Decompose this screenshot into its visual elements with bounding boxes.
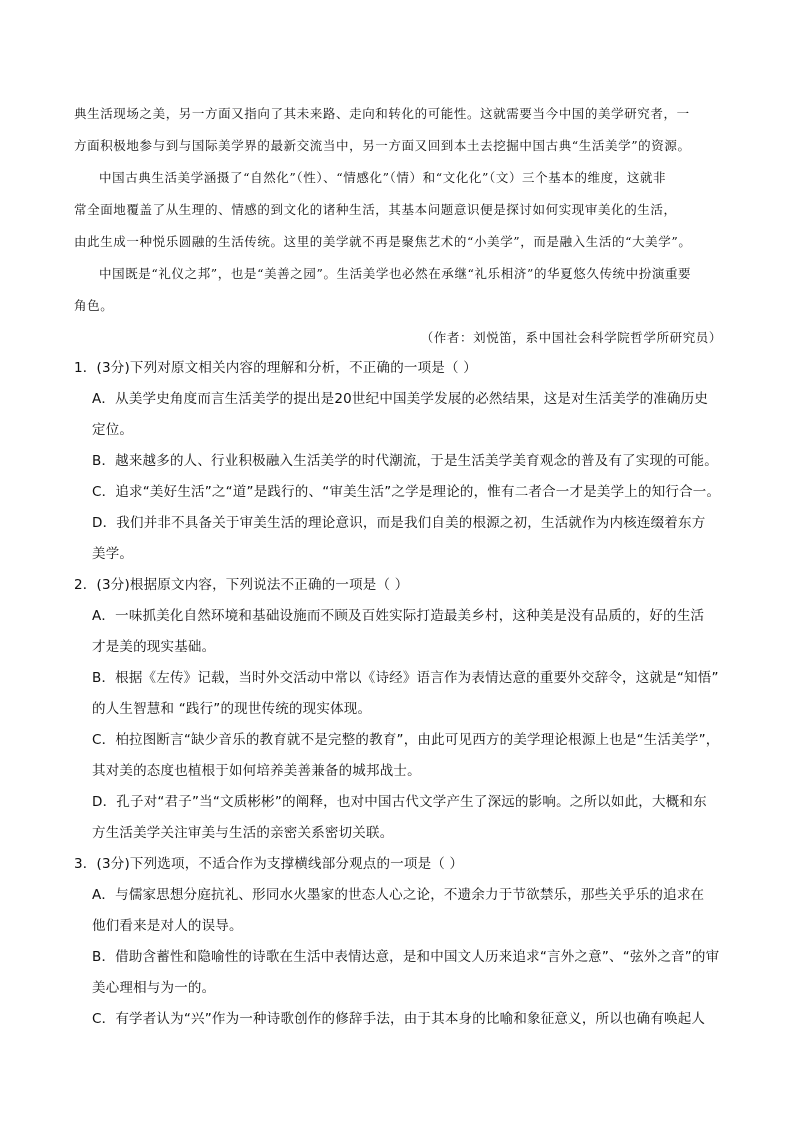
- question-stem: 1．(3分)下列对原文相关内容的理解和分析，不正确的一项是（ ）: [74, 360, 477, 376]
- option-text: 美学。: [92, 546, 134, 562]
- passage-line: 由此生成一种悦乐圆融的生活传统。这里的美学就不再是聚焦艺术的“小美学”，而是融入生活的“大美学”。: [74, 234, 692, 249]
- question-list: [74, 353, 722, 1035]
- passage-continued-paragraph: [74, 98, 722, 162]
- option-text: A．与儒家思想分庭抗礼、形同水火墨家的世态人心之论，不遗余力于节欲禁乐，那些关乎乐的追求在: [92, 887, 705, 903]
- option-text: B．越来越多的人、行业积极融入生活美学的时代潮流，于是生活美学美育观念的普及有了实现的可能。: [92, 453, 718, 469]
- question-1: [74, 353, 722, 570]
- author-byline: （作者：刘悦笛，系中国社会科学院哲学所研究员）: [420, 330, 722, 345]
- option-text: D．我们并非不具备关于审美生活的理论意识，而是我们自美的根源之初，生活就作为内核连缀着东方: [92, 515, 706, 531]
- option-a[interactable]: [74, 601, 722, 663]
- option-text: 其对美的态度也植根于如何培养美善兼备的城邦战士。: [92, 763, 421, 779]
- option-text: C．有学者认为“兴”作为一种诗歌创作的修辞手法，由于其本身的比喻和象征意义，所以也确有唤起人: [92, 1011, 706, 1027]
- option-a[interactable]: [74, 880, 722, 942]
- passage-paragraph: [74, 258, 722, 322]
- option-text: B．借助含蓄性和隐喻性的诗歌在生活中表情达意，是和中国文人历来追求“言外之意”、“弦外之音”的审: [92, 949, 720, 965]
- passage-paragraph: [74, 162, 722, 258]
- option-text: 定位。: [92, 422, 134, 438]
- passage-line: 常全面地覆盖了从生理的、情感的到文化的诸种生活，其基本问题意识便是探讨如何实现审美化的生活，: [74, 202, 677, 217]
- option-text: 他们看来是对人的误导。: [92, 918, 243, 934]
- option-d[interactable]: [74, 787, 722, 849]
- option-c[interactable]: [74, 1004, 722, 1035]
- passage-line: 典生活现场之美，另一方面又指向了其未来路、走向和转化的可能性。这就需要当今中国的美学研究者，一: [74, 106, 690, 121]
- option-text: A．一味抓美化自然环境和基础设施而不顾及百姓实际打造最美乡村，这种美是没有品质的，好的生活: [92, 608, 705, 624]
- option-b[interactable]: [74, 942, 722, 1004]
- option-text: A．从美学史角度而言生活美学的提出是20世纪中国美学发展的必然结果，这是对生活美学的准确历史: [92, 391, 709, 407]
- passage-line: 方面积极地参与到与国际美学界的最新交流当中，另一方面又回到本土去挖掘中国古典“生活美学”的资源。: [74, 138, 691, 153]
- passage-line: 中国古典生活美学涵摄了“自然化”（性）、“情感化”（情）和“文化化”（文）三个基本的维度，这就非: [99, 170, 667, 185]
- question-stem: 3．(3分)下列选项，不适合作为支撑横线部分观点的一项是（ ）: [74, 856, 464, 872]
- passage-line: 中国既是“礼仪之邦”，也是“美善之园”。生活美学也必然在承继“礼乐相济”的华夏悠久传统中扮演重要: [99, 266, 692, 281]
- option-text: 方生活美学关注审美与生活的亲密关系密切关联。: [92, 825, 394, 841]
- passage-line: 角色。: [74, 298, 114, 313]
- option-a[interactable]: [74, 384, 722, 446]
- question-stem: 2．(3分)根据原文内容，下列说法不正确的一项是（ ）: [74, 577, 409, 593]
- question-2: [74, 570, 722, 849]
- option-text: 才是美的现实基础。: [92, 639, 216, 655]
- option-text: C．追求“美好生活”之“道”是践行的、“审美生活”之学是理论的，惟有二者合一才是美学上的知行合一。: [92, 484, 721, 500]
- option-b[interactable]: [74, 663, 722, 725]
- question-3: [74, 849, 722, 1035]
- reading-passage: [74, 98, 722, 354]
- option-d[interactable]: [74, 508, 722, 570]
- option-text: B．根据《左传》记载，当时外交活动中常以《诗经》语言作为表情达意的重要外交辞令，这就是“知悟”: [92, 670, 719, 686]
- option-text: 美心理相与为一的。: [92, 980, 216, 996]
- option-b[interactable]: [74, 446, 722, 477]
- option-c[interactable]: [74, 725, 722, 787]
- option-text: D．孔子对“君子”当“文质彬彬”的阐释，也对中国古代文学产生了深远的影响。之所以如此，大概和东: [92, 794, 707, 810]
- option-text: 的人生智慧和 “践行”的现世传统的现实体现。: [92, 701, 372, 717]
- option-c[interactable]: [74, 477, 722, 508]
- option-text: C．柏拉图断言“缺少音乐的教育就不是完整的教育”，由此可见西方的美学理论根源上也是“生活美学”，: [92, 732, 720, 748]
